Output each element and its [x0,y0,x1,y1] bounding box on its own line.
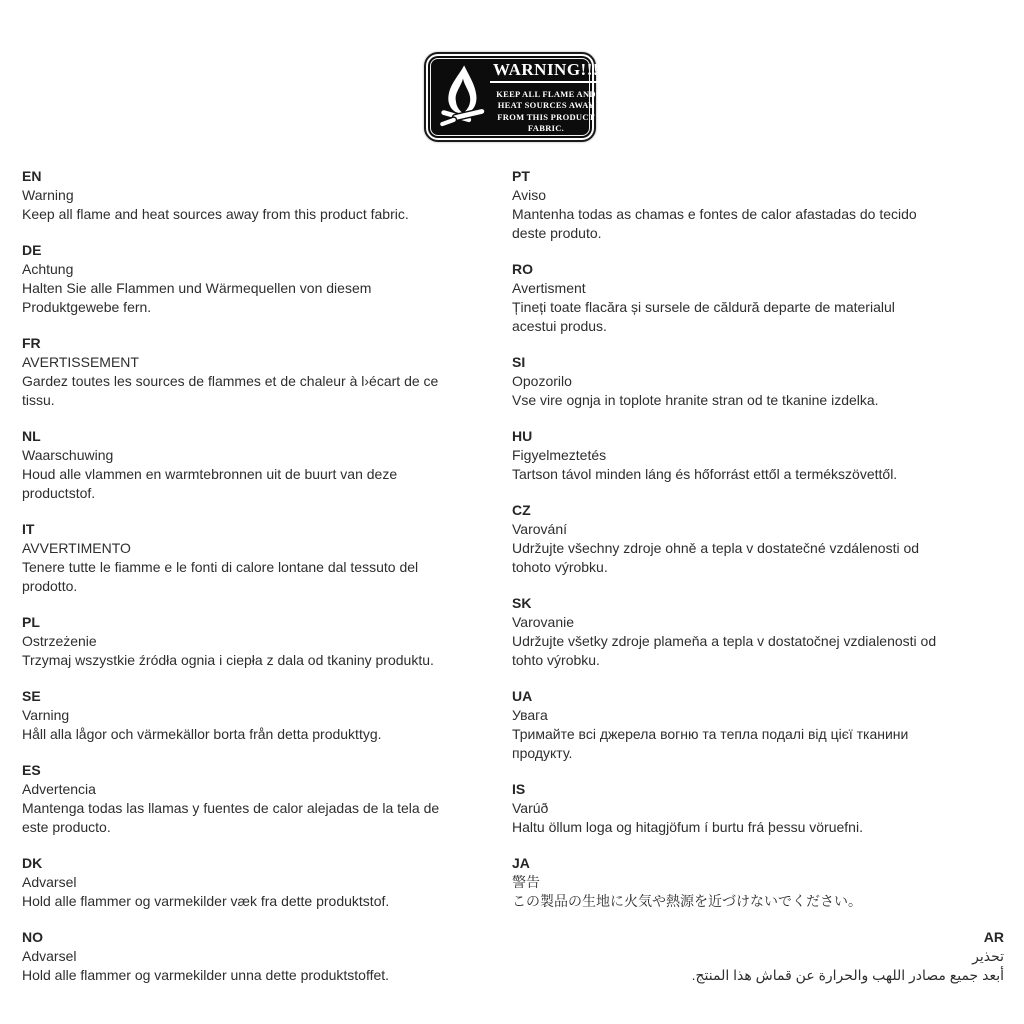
language-code: SE [22,688,41,704]
warning-text-line: Trzymaj wszystkie źródła ognia i ciepła z dala od tkaniny produktu. [22,652,434,668]
language-code: IS [512,781,526,797]
warning-title: Warning [22,187,74,203]
language-code: EN [22,168,42,184]
language-code: PL [22,614,40,630]
warning-text-line: este producto. [22,819,111,835]
warning-title: Avertisment [512,280,586,296]
warning-text-line: tissu. [22,392,55,408]
warning-title: Advarsel [22,948,77,964]
warning-text-line: この製品の生地に火気や熱源を近づけないでください。 [512,893,862,909]
warning-title: Varning [22,707,70,723]
warning-text-line: tohto výrobku. [512,652,600,668]
language-code: DK [22,855,43,871]
column-left [22,167,492,1002]
language-code: DE [22,242,42,258]
language-code: AR [983,929,1004,945]
campfire-icon [436,61,490,133]
warning-title: Advarsel [22,874,77,890]
warning-title: Advertencia [22,781,96,797]
warning-title: AVERTISSEMENT [22,354,139,370]
warning-section-hu [512,427,1004,484]
language-code: PT [512,168,530,184]
warning-text-line: Udržujte všetky zdroje plameňa a tepla v dostatočnej vzdialenosti od [512,633,937,649]
warning-text-line: Тримайте всі джерела вогню та тепла подалі від цієї тканини [512,726,909,742]
warning-title: Varúð [512,800,549,816]
warning-section-no [22,928,492,985]
warning-text-line: Udržujte všechny zdroje ohně a tepla v dostatečné vzdálenosti od [512,540,920,556]
language-code: SK [512,595,532,611]
warning-section-is [512,780,1004,837]
language-code: FR [22,335,41,351]
warning-section-ja [512,854,1004,911]
language-code: UA [512,688,533,704]
warning-section-se [22,687,492,744]
language-code: RO [512,261,533,277]
warning-title: Увага [512,707,548,723]
warning-title: Aviso [512,187,546,203]
warning-text-line: Hold alle flammer og varmekilder væk fra dette produktstof. [22,893,390,909]
warning-badge-title: WARNING!!! [490,60,602,83]
language-code: CZ [512,502,531,518]
warning-title: Figyelmeztetés [512,447,607,463]
warning-section-dk [22,854,492,911]
warning-badge-line: FROM THIS PRODUCT [497,111,595,122]
warning-text-line: Houd alle vlammen en warmtebronnen uit de buurt van deze [22,466,398,482]
warning-title: Ostrzeżenie [22,633,97,649]
warning-text-line: prodotto. [22,578,78,594]
warning-text-line: Tartson távol minden láng és hőforrást ettől a termékszövettől. [512,466,898,482]
language-code: ES [22,762,41,778]
language-code: NL [22,428,41,444]
language-code: HU [512,428,533,444]
language-code: NO [22,929,43,945]
warning-text-line: Hold alle flammer og varmekilder unna dette produktstoffet. [22,967,390,983]
warning-title: Varování [512,521,567,537]
warning-text-line: productstof. [22,485,96,501]
language-code: SI [512,354,526,370]
warning-section-si [512,353,1004,410]
warning-text-line: Tenere tutte le fiamme e le fonti di calore lontane dal tessuto del [22,559,419,575]
language-code: IT [22,521,35,537]
warning-title: AVVERTIMENTO [22,540,131,556]
warning-badge-line: KEEP ALL FLAME AND [496,88,596,99]
warning-title: تحذير [972,948,1004,964]
warning-text-line: Keep all flame and heat sources away from this product fabric. [22,206,409,222]
warning-section-fr [22,334,492,410]
warning-badge-line: FABRIC. [527,123,565,133]
warning-section-es [22,761,492,837]
warning-text-line: Vse vire ognja in toplote hranite stran od te tkanine izdelka. [512,392,879,408]
warning-text-line: Produktgewebe fern. [22,299,152,315]
warning-section-cz [512,501,1004,577]
warning-section-ua [512,687,1004,763]
column-right [512,167,1004,1002]
warning-section-pl [22,613,492,670]
warning-label-badge [424,52,600,142]
warning-text-columns [22,167,1004,1002]
warning-badge-line: HEAT SOURCES AWAY [497,100,595,110]
warning-section-sk [512,594,1004,670]
warning-label-inner [428,56,600,138]
warning-section-nl [22,427,492,503]
warning-section-de [22,241,492,317]
warning-section-ro [512,260,1004,336]
warning-text-line: продукту. [512,745,573,761]
warning-section-ar [512,928,1004,985]
language-code: JA [512,855,530,871]
warning-text-line: أبعد جميع مصادر اللهب والحرارة عن قماش هذا المنتج. [691,967,1004,983]
warning-text-line: Haltu öllum loga og hitagjöfum í burtu frá þessu vöruefni. [512,819,863,835]
warning-text-line: Țineți toate flacăra și sursele de căldură departe de materialul [512,299,895,315]
warning-text-line: Mantenga todas las llamas y fuentes de calor alejadas de la tela de [22,800,440,816]
warning-title: Waarschuwing [22,447,114,463]
warning-text-line: Halten Sie alle Flammen und Wärmequellen von diesem [22,280,372,296]
warning-section-it [22,520,492,596]
warning-title: Varovanie [512,614,575,630]
warning-text-line: deste produto. [512,225,602,241]
warning-title: 警告 [512,874,540,890]
warning-text-line: tohoto výrobku. [512,559,608,575]
warning-section-en [22,167,492,224]
warning-text-line: Gardez toutes les sources de flammes et de chaleur à l›écart de ce [22,373,439,389]
warning-title: Achtung [22,261,74,277]
warning-section-pt [512,167,1004,243]
warning-text-line: acestui produs. [512,318,607,334]
warning-title: Opozorilo [512,373,572,389]
warning-text-line: Mantenha todas as chamas e fontes de calor afastadas do tecido [512,206,917,222]
warning-text-line: Håll alla lågor och värmekällor borta från detta produkttyg. [22,726,382,742]
